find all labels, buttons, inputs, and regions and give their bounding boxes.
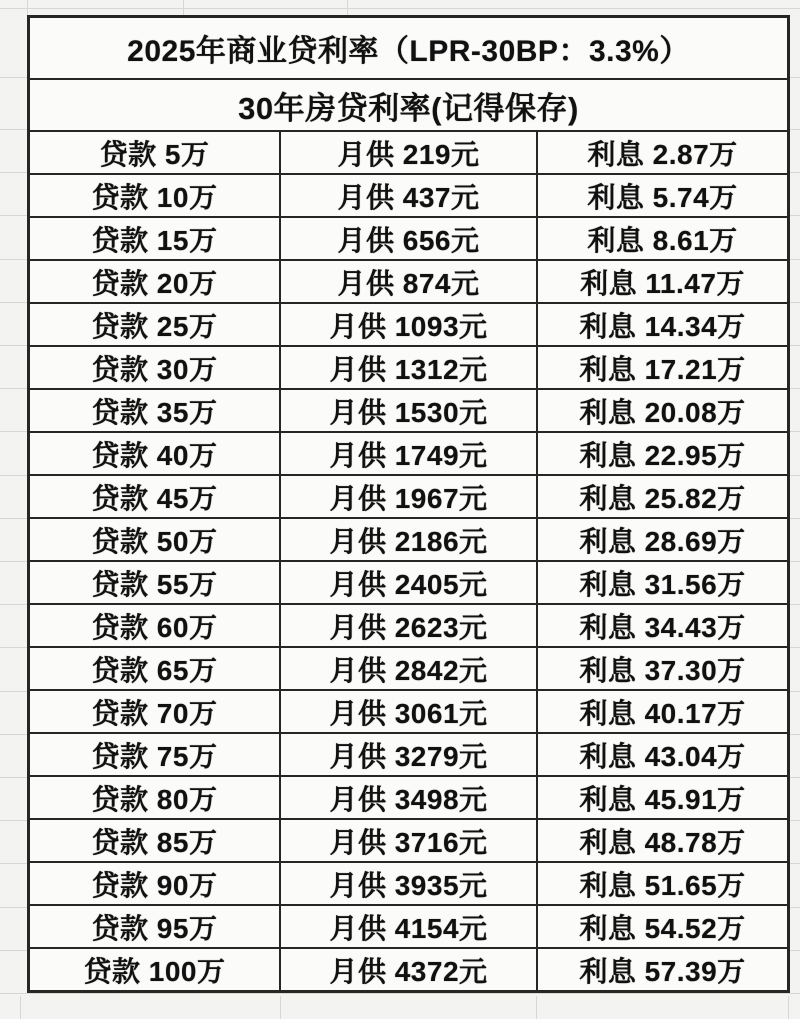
loan-row [30,949,787,990]
table-title-row [30,18,787,80]
loan-row [30,863,787,906]
table-subtitle: 30年房贷利率(记得保存) [238,90,579,126]
interest-cell: 利息 20.08万 [579,396,746,428]
loan-row [30,605,787,648]
monthly-payment-cell: 月供 1093元 [281,304,538,345]
interest-cell: 利息 22.95万 [579,439,746,471]
interest-cell: 利息 31.56万 [579,568,746,600]
loan-row [30,304,787,347]
monthly-payment-cell: 月供 2623元 [281,605,538,646]
loan-row [30,433,787,476]
monthly-payment-cell: 月供 3279元 [281,734,538,775]
monthly-payment-cell: 月供 1312元 [281,347,538,388]
grid-vline [280,996,281,1019]
loan-row [30,777,787,820]
loan-amount-cell: 贷款 75万 [30,734,281,775]
monthly-payment-cell: 月供 437元 [281,175,538,216]
monthly-payment-cell: 月供 3498元 [281,777,538,818]
loan-amount-cell: 贷款 55万 [30,562,281,603]
loan-amount-cell: 贷款 30万 [30,347,281,388]
monthly-payment-cell: 月供 2842元 [281,648,538,689]
interest-cell: 利息 28.69万 [579,525,746,557]
monthly-payment-cell: 月供 3935元 [281,863,538,904]
loan-row [30,132,787,175]
interest-cell: 利息 43.04万 [579,740,746,772]
loan-amount-cell: 贷款 15万 [30,218,281,259]
loan-row [30,519,787,562]
loan-row [30,390,787,433]
loan-row [30,476,787,519]
interest-cell: 利息 11.47万 [580,267,745,299]
interest-cell: 利息 51.65万 [579,869,746,901]
monthly-payment-cell: 月供 1967元 [281,476,538,517]
interest-cell: 利息 2.87万 [587,138,738,170]
monthly-payment-cell: 月供 2186元 [281,519,538,560]
interest-cell: 利息 37.30万 [579,654,746,686]
loan-row [30,648,787,691]
table-title: 2025年商业贷利率（LPR-30BP：3.3%） [127,35,690,68]
interest-cell: 利息 48.78万 [579,826,746,858]
loan-amount-cell: 贷款 10万 [30,175,281,216]
loan-amount-cell: 贷款 35万 [30,390,281,431]
interest-cell: 利息 14.34万 [579,310,746,342]
loan-row [30,820,787,863]
loan-row [30,734,787,777]
monthly-payment-cell: 月供 656元 [281,218,538,259]
interest-cell: 利息 5.74万 [587,181,738,213]
loan-row [30,175,787,218]
monthly-payment-cell: 月供 1749元 [281,433,538,474]
loan-table-body [30,132,787,990]
loan-amount-cell: 贷款 80万 [30,777,281,818]
interest-cell: 利息 34.43万 [579,611,746,643]
loan-row [30,261,787,304]
table-subtitle-row [30,80,787,132]
loan-amount-cell: 贷款 50万 [30,519,281,560]
loan-row [30,906,787,949]
monthly-payment-cell: 月供 3061元 [281,691,538,732]
grid-vline [183,0,184,15]
loan-amount-cell: 贷款 5万 [30,132,281,173]
grid-hline [0,8,800,9]
monthly-payment-cell: 月供 3716元 [281,820,538,861]
loan-amount-cell: 贷款 70万 [30,691,281,732]
loan-amount-cell: 贷款 65万 [30,648,281,689]
interest-cell: 利息 40.17万 [579,697,746,729]
interest-cell: 利息 57.39万 [579,955,746,987]
loan-amount-cell: 贷款 45万 [30,476,281,517]
loan-amount-cell: 贷款 85万 [30,820,281,861]
monthly-payment-cell: 月供 874元 [281,261,538,302]
loan-row [30,691,787,734]
monthly-payment-cell: 月供 4372元 [281,949,538,990]
grid-vline [27,0,28,15]
interest-cell: 利息 25.82万 [579,482,746,514]
loan-row [30,218,787,261]
interest-cell: 利息 8.61万 [587,224,738,256]
monthly-payment-cell: 月供 1530元 [281,390,538,431]
loan-amount-cell: 贷款 90万 [30,863,281,904]
monthly-payment-cell: 月供 219元 [281,132,538,173]
loan-amount-cell: 贷款 40万 [30,433,281,474]
grid-vline [20,996,21,1019]
loan-amount-cell: 贷款 95万 [30,906,281,947]
grid-vline [536,996,537,1019]
grid-hline [0,993,800,994]
interest-cell: 利息 54.52万 [579,912,746,944]
loan-row [30,347,787,390]
grid-vline [347,0,348,15]
monthly-payment-cell: 月供 4154元 [281,906,538,947]
grid-vline [788,996,789,1019]
interest-cell: 利息 17.21万 [579,353,746,385]
rate-table [27,15,790,993]
loan-amount-cell: 贷款 100万 [30,949,281,990]
loan-amount-cell: 贷款 20万 [30,261,281,302]
interest-cell: 利息 45.91万 [579,783,746,815]
monthly-payment-cell: 月供 2405元 [281,562,538,603]
loan-row [30,562,787,605]
loan-amount-cell: 贷款 60万 [30,605,281,646]
loan-amount-cell: 贷款 25万 [30,304,281,345]
